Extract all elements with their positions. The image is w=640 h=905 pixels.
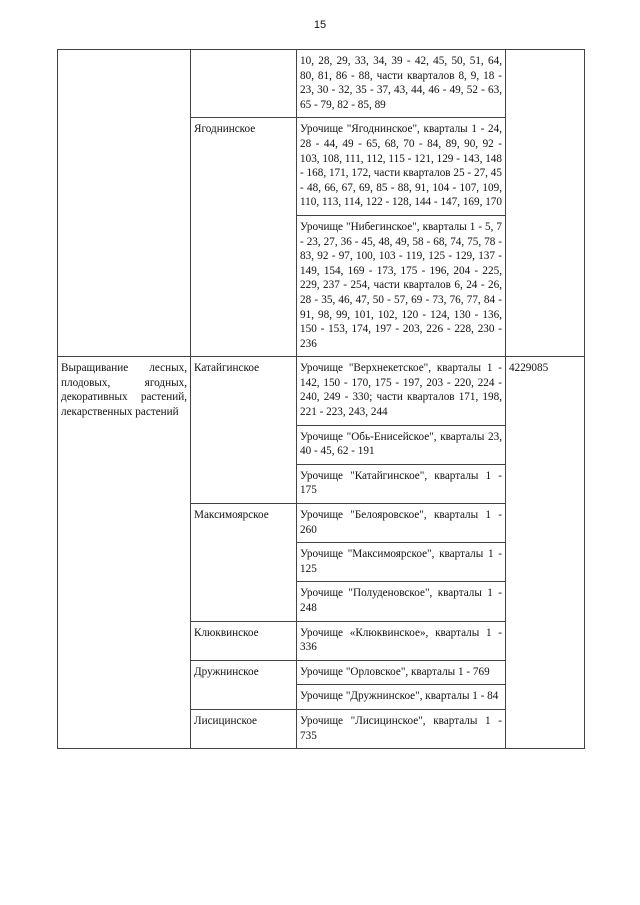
table-row (58, 50, 585, 118)
description-cell: Урочище "Ягоднинское", кварталы 1 - 24, 28 - 44, 49 - 65, 68, 70 - 84, 89, 90, 92 - 103, 108, 111, 112, 115 - 121, 129 - 143, 148 - 168, 171, 172, части кварталов 25 - 27, 45 - 48, 66, 67, 69, 85 - 88, 91, 104 - 107, 109, 110, 113, 114, 122 - 128, 144 - 147, 169, 170 (297, 118, 506, 216)
description-cell: Урочище "Лисицинское", кварталы 1 - 735 (297, 709, 506, 748)
forestry-cell: Максимоярское (191, 504, 297, 622)
description-cell: Урочище "Орловское", кварталы 1 - 769 (297, 660, 506, 685)
description-cell: Урочище "Белояровское", кварталы 1 - 260 (297, 504, 506, 543)
forestry-cell: Катайгинское (191, 357, 297, 504)
table-row (58, 357, 585, 425)
description-cell: Урочище "Максимоярское", кварталы 1 - 125 (297, 543, 506, 582)
activity-cell: Выращивание лесных, плодовых, ягодных, декоративных растений, лекарственных растений (58, 357, 191, 749)
description-cell: Урочище "Верхнекетское", кварталы 1 - 142, 150 - 170, 175 - 197, 203 - 220, 224 - 240, 249 - 330; части кварталов 171, 198, 221 - 223, 243, 244 (297, 357, 506, 425)
forestry-cell: Клюквинское (191, 621, 297, 660)
forestry-cell (191, 50, 297, 118)
page-number: 15 (313, 19, 327, 31)
description-cell: Урочище "Полуденовское", кварталы 1 - 248 (297, 582, 506, 621)
code-cell (506, 50, 585, 357)
forest-use-table (57, 49, 585, 749)
description-cell: 10, 28, 29, 33, 34, 39 - 42, 45, 50, 51, 64, 80, 81, 86 - 88, части кварталов 8, 9, 18 - 23, 30 - 32, 35 - 37, 43, 44, 46 - 49, 52 - 63, 65 - 79, 82 - 85, 89 (297, 50, 506, 118)
forestry-cell: Дружнинское (191, 660, 297, 709)
code-cell: 4229085 (506, 357, 585, 749)
forestry-cell: Ягоднинское (191, 118, 297, 357)
description-cell: Урочище "Катайгинское", кварталы 1 - 175 (297, 464, 506, 503)
activity-cell (58, 50, 191, 357)
forestry-cell: Лисицинское (191, 709, 297, 748)
description-cell: Урочище "Дружнинское", кварталы 1 - 84 (297, 685, 506, 710)
description-cell: Урочище "Нибегинское", кварталы 1 - 5, 7 - 23, 27, 36 - 45, 48, 49, 58 - 68, 74, 75, 78 - 83, 92 - 97, 100, 103 - 119, 125 - 129, 137 - 149, 154, 169 - 173, 175 - 196, 204 - 225, 229, 237 - 254, части кварталов 6, 24 - 26, 28 - 35, 46, 47, 50 - 57, 69 - 73, 76, 77, 84 - 91, 98, 99, 101, 102, 120 - 124, 130 - 136, 150 - 153, 174, 197 - 203, 226 - 228, 230 - 236 (297, 215, 506, 356)
description-cell: Урочище «Клюквинское», кварталы 1 - 336 (297, 621, 506, 660)
description-cell: Урочище "Обь-Енисейское", кварталы 23, 40 - 45, 62 - 191 (297, 425, 506, 464)
